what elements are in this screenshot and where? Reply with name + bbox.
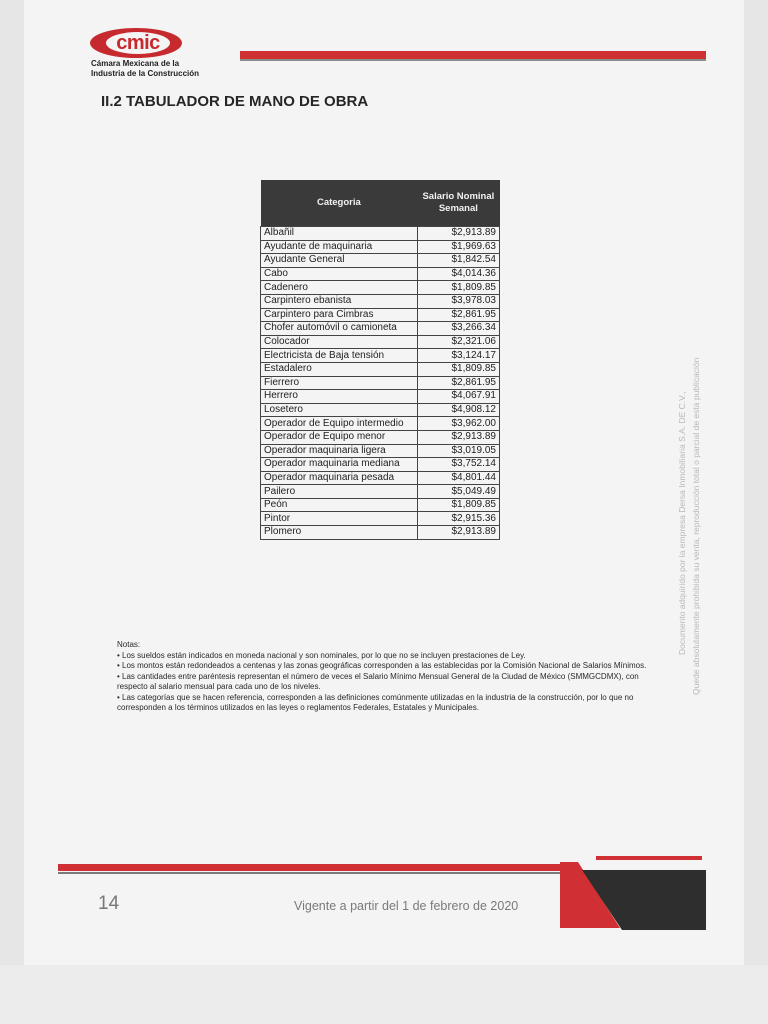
category-cell: Fierrero bbox=[261, 376, 418, 390]
cmic-logo-text: cmic bbox=[116, 32, 160, 54]
table-row bbox=[261, 294, 500, 308]
salary-cell: $3,124.17 bbox=[417, 349, 499, 363]
category-cell: Chofer automóvil o camioneta bbox=[261, 322, 418, 336]
header-gray-rule bbox=[240, 59, 706, 61]
salary-cell: $3,978.03 bbox=[417, 294, 499, 308]
salary-cell: $1,809.85 bbox=[417, 281, 499, 295]
org-name-line2: Industria de la Construcción bbox=[91, 69, 200, 78]
table-row bbox=[261, 403, 500, 417]
note-item: • Las cantidades entre paréntesis representan el número de veces el Salario Mínimo Mensual General de la Ciudad de México (SMMGCDMX), con respecto al salario mensual para cada uno de los niveles. bbox=[117, 671, 639, 691]
header-red-rule bbox=[240, 51, 706, 59]
salary-cell: $3,962.00 bbox=[417, 417, 499, 431]
salary-cell: $3,019.05 bbox=[417, 444, 499, 458]
table-row bbox=[261, 362, 500, 376]
salary-cell: $2,913.89 bbox=[417, 227, 499, 241]
salary-cell: $2,321.06 bbox=[417, 335, 499, 349]
table-row bbox=[261, 254, 500, 268]
note-item: • Los sueldos están indicados en moneda nacional y son nominales, por lo que no se incluyen prestaciones de Ley. bbox=[117, 650, 526, 660]
salary-cell: $2,915.36 bbox=[417, 512, 499, 526]
table-row bbox=[261, 308, 500, 322]
category-cell: Plomero bbox=[261, 526, 418, 540]
category-cell: Operador de Equipo intermedio bbox=[261, 417, 418, 431]
salary-cell: $1,809.85 bbox=[417, 362, 499, 376]
table-row bbox=[261, 335, 500, 349]
table-row bbox=[261, 471, 500, 485]
category-cell: Estadalero bbox=[261, 362, 418, 376]
watermark-line1: Documento adquirido por la empresa Dersa Inmobiliaria S.A. DE C.V., bbox=[677, 391, 687, 655]
salary-cell: $1,969.63 bbox=[417, 240, 499, 254]
salary-cell: $2,861.95 bbox=[417, 308, 499, 322]
category-cell: Operador de Equipo menor bbox=[261, 430, 418, 444]
salary-cell: $3,752.14 bbox=[417, 458, 499, 472]
note-item: • Las categorías que se hacen referencia, corresponden a las definiciones comúnmente utilizadas en la industria de la construcción, por lo que no corresponden a los términos utilizados en las leyes o reglamentos Federales, Estatales y Municipales. bbox=[117, 692, 634, 712]
table-row bbox=[261, 227, 500, 241]
category-cell: Carpintero para Cimbras bbox=[261, 308, 418, 322]
table-row bbox=[261, 498, 500, 512]
salary-cell: $3,266.34 bbox=[417, 322, 499, 336]
category-cell: Colocador bbox=[261, 335, 418, 349]
labor-rate-table bbox=[260, 180, 500, 540]
table-row bbox=[261, 390, 500, 404]
table-row bbox=[261, 417, 500, 431]
category-cell: Pailero bbox=[261, 485, 418, 499]
table-row bbox=[261, 512, 500, 526]
note-item: • Los montos están redondeados a centenas y las zonas geográficas corresponden a las establecidas por la Comisión Nacional de Salarios Mínimos. bbox=[117, 661, 647, 670]
table-row bbox=[261, 444, 500, 458]
table-header-row bbox=[261, 180, 500, 227]
table-row bbox=[261, 458, 500, 472]
table-row bbox=[261, 485, 500, 499]
category-cell: Cabo bbox=[261, 267, 418, 281]
category-cell: Operador maquinaria mediana bbox=[261, 458, 418, 472]
category-cell: Operador maquinaria pesada bbox=[261, 471, 418, 485]
validity-date: Vigente a partir del 1 de febrero de 2020 bbox=[294, 899, 519, 913]
table-body bbox=[261, 227, 500, 540]
table-row bbox=[261, 430, 500, 444]
notes-heading: Notas: bbox=[117, 640, 141, 649]
salary-cell: $2,913.89 bbox=[417, 430, 499, 444]
category-cell: Herrero bbox=[261, 390, 418, 404]
salary-cell: $4,067.91 bbox=[417, 390, 499, 404]
category-cell: Carpintero ebanista bbox=[261, 294, 418, 308]
salary-cell: $2,913.89 bbox=[417, 526, 499, 540]
table-row bbox=[261, 526, 500, 540]
salary-cell: $2,861.95 bbox=[417, 376, 499, 390]
category-cell: Operador maquinaria ligera bbox=[261, 444, 418, 458]
category-cell: Ayudante General bbox=[261, 254, 418, 268]
table-row bbox=[261, 267, 500, 281]
category-cell: Pintor bbox=[261, 512, 418, 526]
salary-cell: $4,014.36 bbox=[417, 267, 499, 281]
salary-cell: $1,809.85 bbox=[417, 498, 499, 512]
column-header-category: Categoria bbox=[261, 180, 418, 227]
section-title: II.2 TABULADOR DE MANO DE OBRA bbox=[101, 93, 369, 110]
table-row bbox=[261, 349, 500, 363]
page-margin bbox=[0, 965, 768, 1024]
table-row bbox=[261, 376, 500, 390]
category-cell: Electricista de Baja tensión bbox=[261, 349, 418, 363]
footer-gray-rule bbox=[58, 872, 578, 874]
footer-red-rule bbox=[58, 864, 578, 871]
category-cell: Losetero bbox=[261, 403, 418, 417]
watermark-line2: Quede absolutamente prohibida su venta, reproducción total o parcial de esta publicación bbox=[691, 357, 701, 695]
column-header-salary: Salario Nominal Semanal bbox=[417, 180, 499, 227]
table-row bbox=[261, 240, 500, 254]
page-number: 14 bbox=[98, 893, 120, 914]
footer-dark-block bbox=[560, 862, 706, 930]
notes-block bbox=[117, 640, 657, 714]
salary-cell: $5,049.49 bbox=[417, 485, 499, 499]
org-name-line1: Cámara Mexicana de la bbox=[91, 59, 180, 68]
category-cell: Albañil bbox=[261, 227, 418, 241]
salary-cell: $1,842.54 bbox=[417, 254, 499, 268]
table-row bbox=[261, 281, 500, 295]
salary-cell: $4,801.44 bbox=[417, 471, 499, 485]
salary-cell: $4,908.12 bbox=[417, 403, 499, 417]
category-cell: Ayudante de maquinaria bbox=[261, 240, 418, 254]
category-cell: Cadenero bbox=[261, 281, 418, 295]
ownership-watermark bbox=[645, 295, 725, 695]
table-row bbox=[261, 322, 500, 336]
footer-red-accent bbox=[596, 856, 702, 860]
category-cell: Peón bbox=[261, 498, 418, 512]
